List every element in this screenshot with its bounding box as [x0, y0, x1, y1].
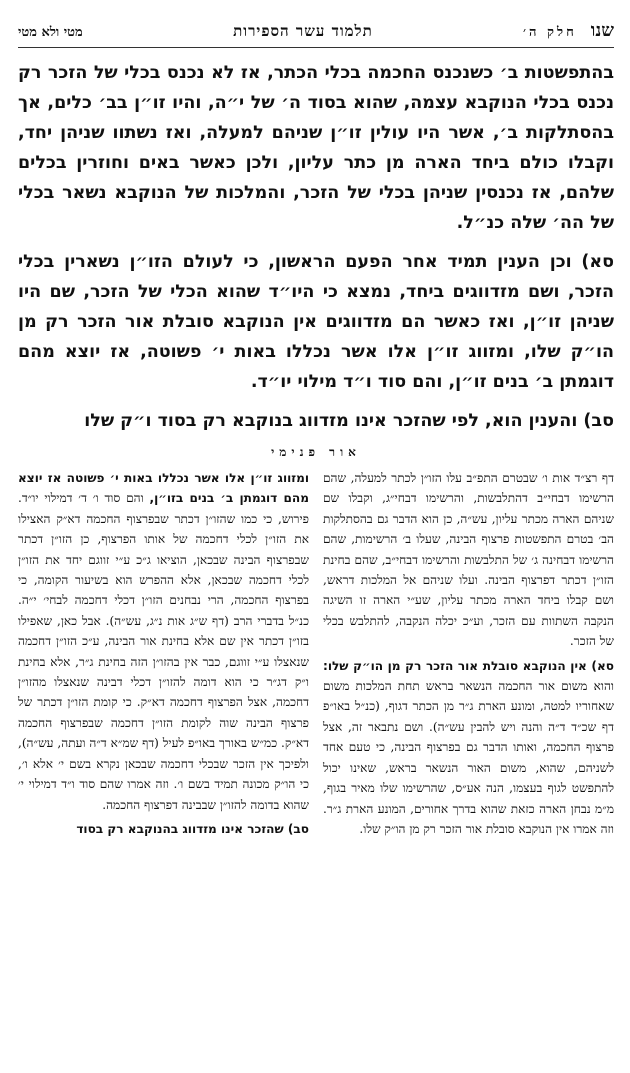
main-paragraph: סב) והענין הוא, לפי שהזכר אינו מזדווג בנוקבא רק בסוד ו״ק שלו — [84, 411, 614, 431]
running-head: מטי ולא מטי — [18, 25, 83, 40]
commentary-paragraph: סב) שהזכר אינו מזדווג בהנוקבא רק בסוד — [76, 821, 309, 836]
commentary-columns — [18, 468, 614, 843]
commentary-paragraph — [323, 656, 614, 840]
commentary-text: והם סוד ו׳ ד׳ דמילוי יו״ד. פירוש, כי כמו שהזו״ן דכתר שבפרצוף החכמה דא״ק האצילו את הזו״ן לכלי דחכמה של אותו הפרצוף, כן הזו״ן דכתר שבפרצוף הבינה שבכאן, הוציאו ג״כ ע״י זווגם יחד את הזו״ן לכלי דחכמה שבכאן, אלא ההפרש הוא בשיעור הקומה, כי בפרצוף החכמה, הרי נבחנים הזו״ן דכלי דחכמה לבחי׳ י״ה. כנ״ל בדברי הרב (דף ש״ג אות נ״ג, עש״ה). אבל כאן, שאפילו בזו״ן דכתר אין שם אלא בחינת אור הבינה, ע״כ הזו״ן דחכמה שנאצלו ע״י זווגם, כבר אין בהזו״ן הזה בחינת ג״ר, אלא בחינת ו״ק דג״ר כי הוא דומה להזו״ן דכלי דבינה שנאצלו מהזו״ן דחכמה, אצל הפרצוף דחכמה דא״ק. כי קומת הזו״ן דכתר של פרצוף הבינה שוה לקומת הזו״ן דחכמה שבפרצוף החכמה דא״ק. כמ״ש באורך באו״פ לעיל (דף שמ״א ד״ה ועתה, עש״ה), ולפיכך אין הזכר שבכלי דחכמה שבכאן נקרא בשם י׳ אלא ו׳, כי הו״ק מכונה תמיד בשם ו׳. וזה אמרו שהם סוד ו״ד דמילוי י׳ שהוא בדומה להזו״ן שבבינה דפרצוף החכמה. — [18, 491, 309, 812]
main-paragraph: בהתפשטות ב׳ כשנכנס החכמה בכלי הכתר, אז לא נכנס בכלי של הזכר רק נכנס בכלי הנוקבא עצמה, שהוא בסוד ה׳ של י״ה, והיו זו״ן בב׳ כלים, אך בהסתלקות ב׳, אשר היו עולין זו״ן שניהם למעלה, ואז נשתוו שניהן יחד, וקבלו כולם ביחד הארה מן כתר עליון, ולכן כאשר באים וחוזרין בכלים שלהם, אז נכנסין שניהן בכלי של הזכר, והמלכות של הנוקבא נשאר בכלי של הה׳ שלה כנ״ל. — [18, 63, 614, 233]
page-number: שנו — [590, 20, 614, 41]
commentary-right-column — [323, 468, 614, 843]
book-title: תלמוד עשר הספירות — [233, 22, 373, 40]
commentary-paragraph — [18, 468, 309, 815]
commentary-left-column — [18, 468, 309, 843]
main-paragraph: סא) וכן הענין תמיד אחר הפעם הראשון, כי לעולם הזו״ן נשארין בכלי הזכר, ושם מזדווגים ביחד, נמצא כי היו״ד שהוא הכלי של הזכר, שם היו שניהן זו״ן, ואז כאשר הם מזדווגים אין הנוקבא סובלת אור הזכר רק מן הו״ק שלו, ומזווג זו״ן אלו אשר נכללו באות י׳ פשוטה, אז יוצא מהם דוגמתן ב׳ בנים זו״ן, והם סוד ו״ד מילוי יו״ד. — [18, 252, 614, 392]
commentary-paragraph: דף רצ״ד אות ו׳ שבטרם התפ״ב עלו הזו״ן לכתר למעלה, שהם הרשימו דבחי״ב דהתלבשות, והרשימו דבחי״ג, וקבלו שם שניהם הארה מכתר עליון, עש״ה, כן הוא הדבר גם בהסתלקות הב׳ בטרם התפשטות פרצוף הבינה, שעלו ב׳ הרשימות, שהם הרשימו דבחינה ג׳ של התלבשות והרשימו דבחי״ב, שהם בחינת הזו״ן דכתר דפרצוף הבינה. ועלו שניהם אל המלכות דראש, ושם קבלו ביחד הארה מכתר עליון, שע״י הארה זו השיגה הנקבה השתוות עם הזכר, וע״כ יכלה הנקבה, להתלבש בכלי של הזכר. — [323, 471, 614, 649]
page-header — [18, 20, 614, 48]
commentary-lemma: ומזווג זו״ן אלו אשר נכללו באות י׳ פשוטה אז יוצא מהם דוגמתן ב׳ בנים בזו״ן, — [18, 471, 309, 506]
commentary-lemma: סא) אין הנוקבא סובלת אור הזכר רק מן הו״ק שלו: — [323, 658, 614, 673]
commentary-text: והוא משום אור החכמה הנשאר בראש תחת המלכות משום שאחוריו למטה, ומונע הארת ג״ר מן הכתר דגוף, (כנ״ל באו״פ דף שכ״ד ד״ה והנה ויש להבין עש״ה). ושם נתבאר זה, אצל פרצוף החכמה, ואותו הדבר גם בפרצוף הבינה, כי טעם אחד לשניהם, שהוא, משום האור הנשאר בראש, שאינו יכול להתפשט לגוף בעצמו, הנה אע״ס, שהרשימו שלו מאיר בגוף, מ״מ נבחן הארה כזאת שהוא בדרך אחורים, המונע הארת ג״ר. וזה אמרו אין הנוקבא סובלת אור הזכר רק מן הו״ק שלו. — [323, 679, 614, 836]
main-text — [18, 58, 614, 436]
book-page — [18, 20, 614, 843]
commentary-title: אור פנימי — [271, 445, 361, 459]
part-label: חלק ה׳ — [523, 25, 577, 40]
